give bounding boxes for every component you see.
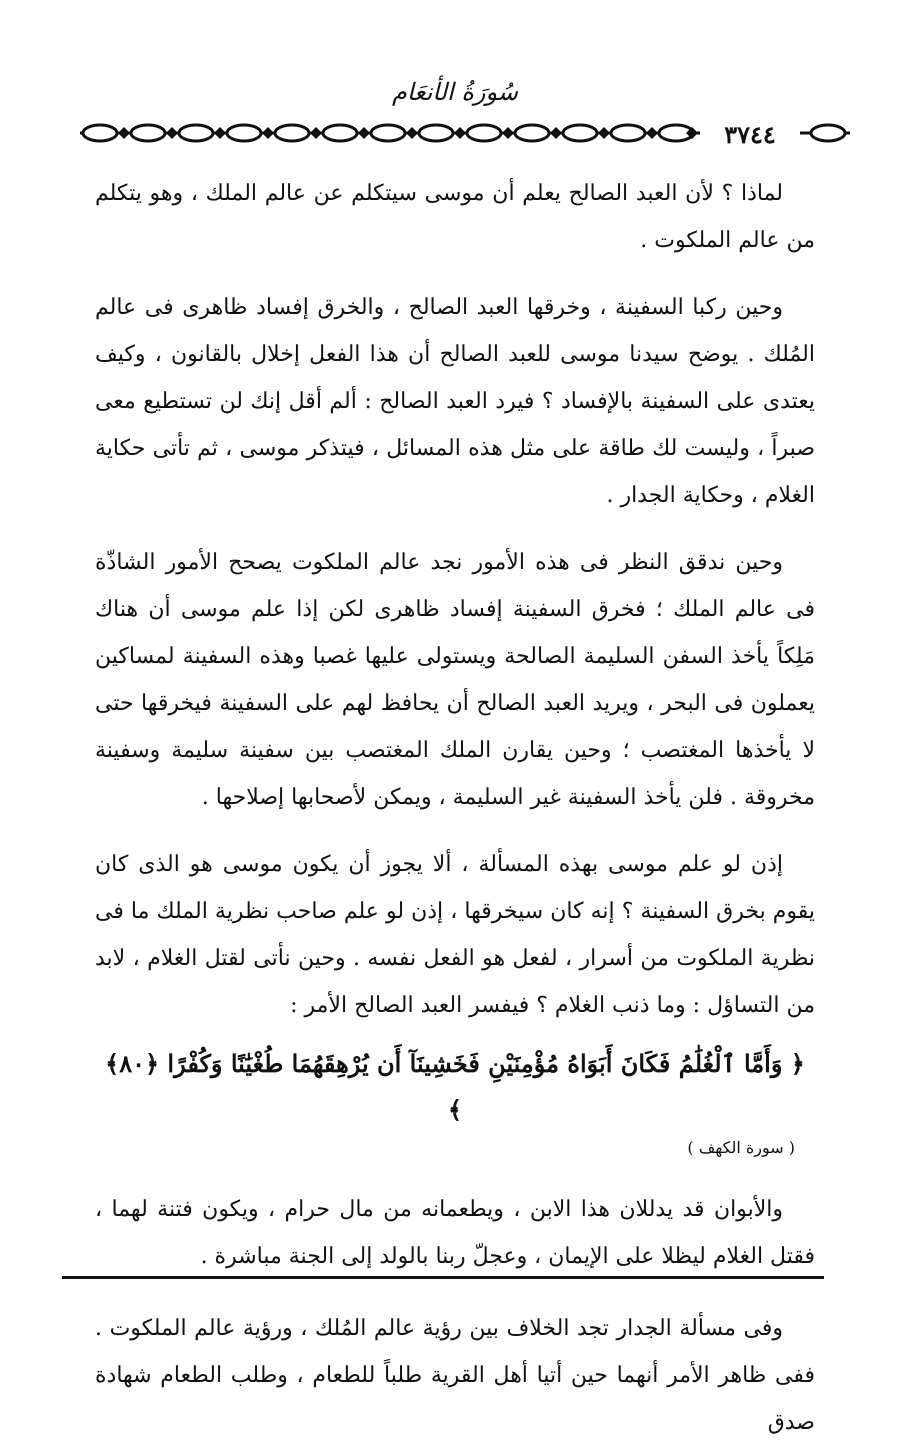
paragraph-5: والأبوان قد يدللان هذا الابن ، ويطعمانه من مال حرام ، ويكون فتنة لهما ، فقتل الغلام ليظلا على الإيمان ، وعجلّ ربنا بالولد إلى الجنة مباشرة .	[95, 1197, 815, 1269]
paragraph-6: وفى مسألة الجدار تجد الخلاف بين رؤية عالم المُلك ، ورؤية عالم الملكوت . ففى ظاهر الأمر أنهما حين أتيا أهل القرية طلباً للطعام ، وطلب الطعام شهادة صدق	[95, 1316, 815, 1435]
bottom-rule	[62, 1276, 824, 1279]
paragraph-3: وحين ندقق النظر فى هذه الأمور نجد عالم الملكوت يصحح الأمور الشاذّة فى عالم الملك ؛ فخرق السفينة إفساد ظاهرى لكن إذا علم موسى أن هناك مَلِكاً يأخذ السفن السليمة الصالحة ويستولى عليها غصبا وهذه السفينة لمساكين يعملون فى البحر ، ويريد العبد الصالح أن يحافظ لهم على السفينة فيخرقها حتى لا يأخذها المغتصب ؛ وحين يقارن الملك المغتصب بين سفينة سليمة وسفينة مخروقة . فلن يأخذ السفينة غير السليمة ، ويمكن لأصحابها إصلاحها .	[95, 550, 815, 810]
paragraph-4: إذن لو علم موسى بهذه المسألة ، ألا يجوز أن يكون موسى هو الذى كان يقوم بخرق السفينة ؟ إنه كان سيخرقها ، إذن لو علم صاحب نظرية الملك ما فى نظرية الملكوت من أسرار ، لفعل هو الفعل نفسه . وحين نأتى لقتل الغلام ، لابد من التساؤل : وما ذنب الغلام ؟ فيفسر العبد الصالح الأمر :	[95, 852, 815, 1018]
paragraph-1: لماذا ؟ لأن العبد الصالح يعلم أن موسى سيتكلم عن عالم الملك ، وهو يتكلم من عالم الملكوت .	[95, 181, 815, 253]
page-number: ٣٧٤٤	[700, 120, 800, 149]
quran-verse: ﴿ وَأَمَّا ٱلْغُلَٰمُ فَكَانَ أَبَوَاهُ مُؤْمِنَيْنِ فَخَشِينَآ أَن يُرْهِقَهُمَا طُغْيَٰنًا وَكُفْرًا ﴿٨٠﴾ ﴾	[105, 1049, 805, 1124]
page-body	[95, 170, 815, 1446]
surah-title: سُورَةُ الأنعَام	[391, 78, 519, 106]
verse-reference: ( سورة الكهف )	[687, 1138, 795, 1157]
paragraph-2: وحين ركبا السفينة ، وخرقها العبد الصالح ، والخرق إفساد ظاهرى فى عالم المُلك . يوضح سيدنا موسى للعبد الصالح أن هذا الفعل إخلال بالقانون ، وكيف يعتدى على السفينة بالإفساد ؟ فيرد العبد الصالح : ألم أقل إنك لن تستطيع معى صبراً ، وليست لك طاقة على مثل هذه المسائل ، فيتذكر موسى ، ثم تأتى حكاية الغلام ، وحكاية الجدار .	[95, 295, 815, 508]
